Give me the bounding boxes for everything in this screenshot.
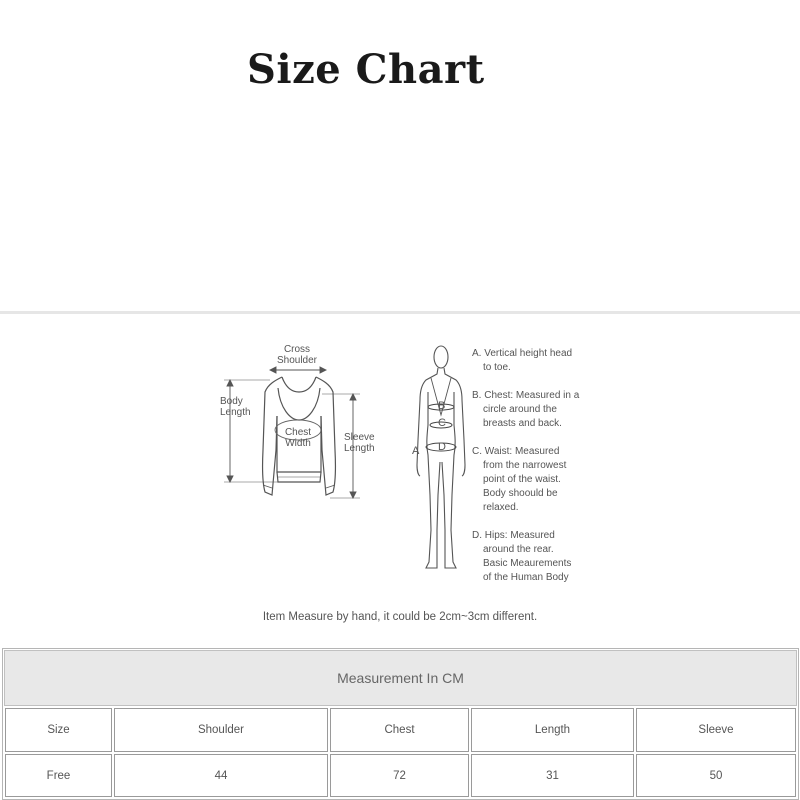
row-free-shoulder: 44	[114, 754, 328, 797]
definition-b: B. Chest: Measured in a circle around the breasts and back.	[472, 390, 580, 429]
marker-d: D	[438, 441, 446, 453]
marker-b: B	[438, 400, 446, 412]
chest-width-label: Chest Width	[284, 427, 312, 449]
cross-shoulder-label: Cross Shoulder	[276, 344, 318, 366]
header-size: Size	[5, 708, 112, 752]
definition-d: D. Hips: Measured around the rear. Basic Meaurements of the Human Body	[472, 530, 572, 583]
size-table	[2, 648, 799, 800]
section-divider	[0, 311, 800, 314]
measurement-note: Item Measure by hand, it could be 2cm~3cm different.	[262, 611, 538, 623]
row-free-chest: 72	[330, 754, 469, 797]
table-caption: Measurement In CM	[4, 650, 797, 706]
diagram-illustrations	[0, 330, 800, 600]
measurement-diagram	[0, 330, 800, 600]
marker-a: A	[412, 445, 420, 457]
marker-c: C	[438, 417, 446, 429]
header-chest: Chest	[330, 708, 469, 752]
row-free-sleeve: 50	[636, 754, 796, 797]
row-free-size: Free	[5, 754, 112, 797]
header-shoulder: Shoulder	[114, 708, 328, 752]
body-length-label: Body Length	[220, 396, 251, 418]
page-title: Size Chart	[247, 46, 485, 93]
sleeve-length-label: Sleeve Length	[344, 432, 375, 454]
definition-a: A. Vertical height head to toe.	[472, 348, 573, 373]
body-figure	[417, 346, 465, 568]
row-free-length: 31	[471, 754, 634, 797]
header-sleeve: Sleeve	[636, 708, 796, 752]
definition-c: C. Waist: Measured from the narrowest point of the waist. Body shoould be relaxed.	[472, 446, 567, 513]
header-length: Length	[471, 708, 634, 752]
